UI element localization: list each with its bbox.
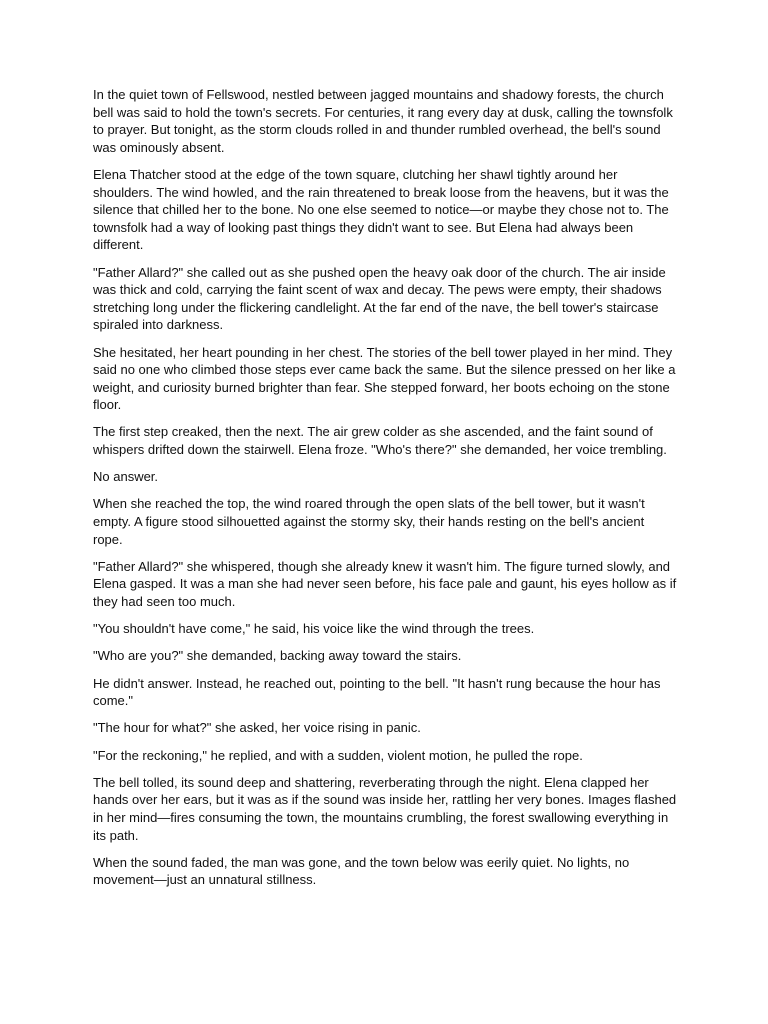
paragraph-7: When she reached the top, the wind roared through the open slats of the bell tower, but it wasn't empty. A figure stood silhouetted against the stormy sky, their hands resting on the bell's ancient rope. <box>93 496 645 547</box>
paragraph-14: The bell tolled, its sound deep and shattering, reverberating through the night. Elena clapped her hands over her ears, but it was as if the sound was inside her, rattling her very bones. Images flashed in her mind—fires consuming the town, the mountains crumbling, the forest swallowing everything in its path. <box>93 774 677 843</box>
paragraph-3: "Father Allard?" she called out as she pushed open the heavy oak door of the church. The air inside was thick and cold, carrying the faint scent of wax and decay. The pews were empty, their shadows stretching long under the flickering candlelight. At the far end of the nave, the bell tower's staircase spiraled into darkness. <box>93 264 666 333</box>
paragraph-6: No answer. <box>93 469 159 485</box>
paragraph-9: "You shouldn't have come," he said, his voice like the wind through the trees. <box>93 621 535 637</box>
paragraph-4: She hesitated, her heart pounding in her chest. The stories of the bell tower played in her mind. They said no one who climbed those steps ever came back the same. But the silence pressed on her like a weight, and curiosity burned brighter than fear. She stepped forward, her boots echoing on the stone floor. <box>93 344 676 413</box>
paragraph-8: "Father Allard?" she whispered, though she already knew it wasn't him. The figure turned slowly, and Elena gasped. It was a man she had never seen before, his face pale and gaunt, his eyes hollow as if they had seen too much. <box>93 558 677 609</box>
paragraph-5: The first step creaked, then the next. The air grew colder as she ascended, and the faint sound of whispers drifted down the stairwell. Elena froze. "Who's there?" she demanded, her voice trembling. <box>93 424 667 458</box>
paragraph-2: Elena Thatcher stood at the edge of the town square, clutching her shawl tightly around her shoulders. The wind howled, and the rain threatened to break loose from the heavens, but it was the silence that chilled her to the bone. No one else seemed to notice—or maybe they chose not to. The townsfolk had a way of looking past things they didn't want to see. But Elena had always been different. <box>93 166 669 253</box>
paragraph-1: In the quiet town of Fellswood, nestled between jagged mountains and shadowy forests, the church bell was said to hold the town's secrets. For centuries, it rang every day at dusk, calling the townsfolk to prayer. But tonight, as the storm clouds rolled in and thunder rumbled overhead, the bell's sound was ominously absent. <box>93 87 673 155</box>
paragraph-13: "For the reckoning," he replied, and with a sudden, violent motion, he pulled the rope. <box>93 747 583 763</box>
paragraph-10: "Who are you?" she demanded, backing away toward the stairs. <box>93 648 462 664</box>
paragraph-15: When the sound faded, the man was gone, and the town below was eerily quiet. No lights, no movement—just an unnatural stillness. <box>93 854 630 888</box>
paragraph-11: He didn't answer. Instead, he reached out, pointing to the bell. "It hasn't rung because the hour has come." <box>93 675 661 709</box>
story-body <box>93 86 677 898</box>
paragraph-12: "The hour for what?" she asked, her voice rising in panic. <box>93 720 421 736</box>
